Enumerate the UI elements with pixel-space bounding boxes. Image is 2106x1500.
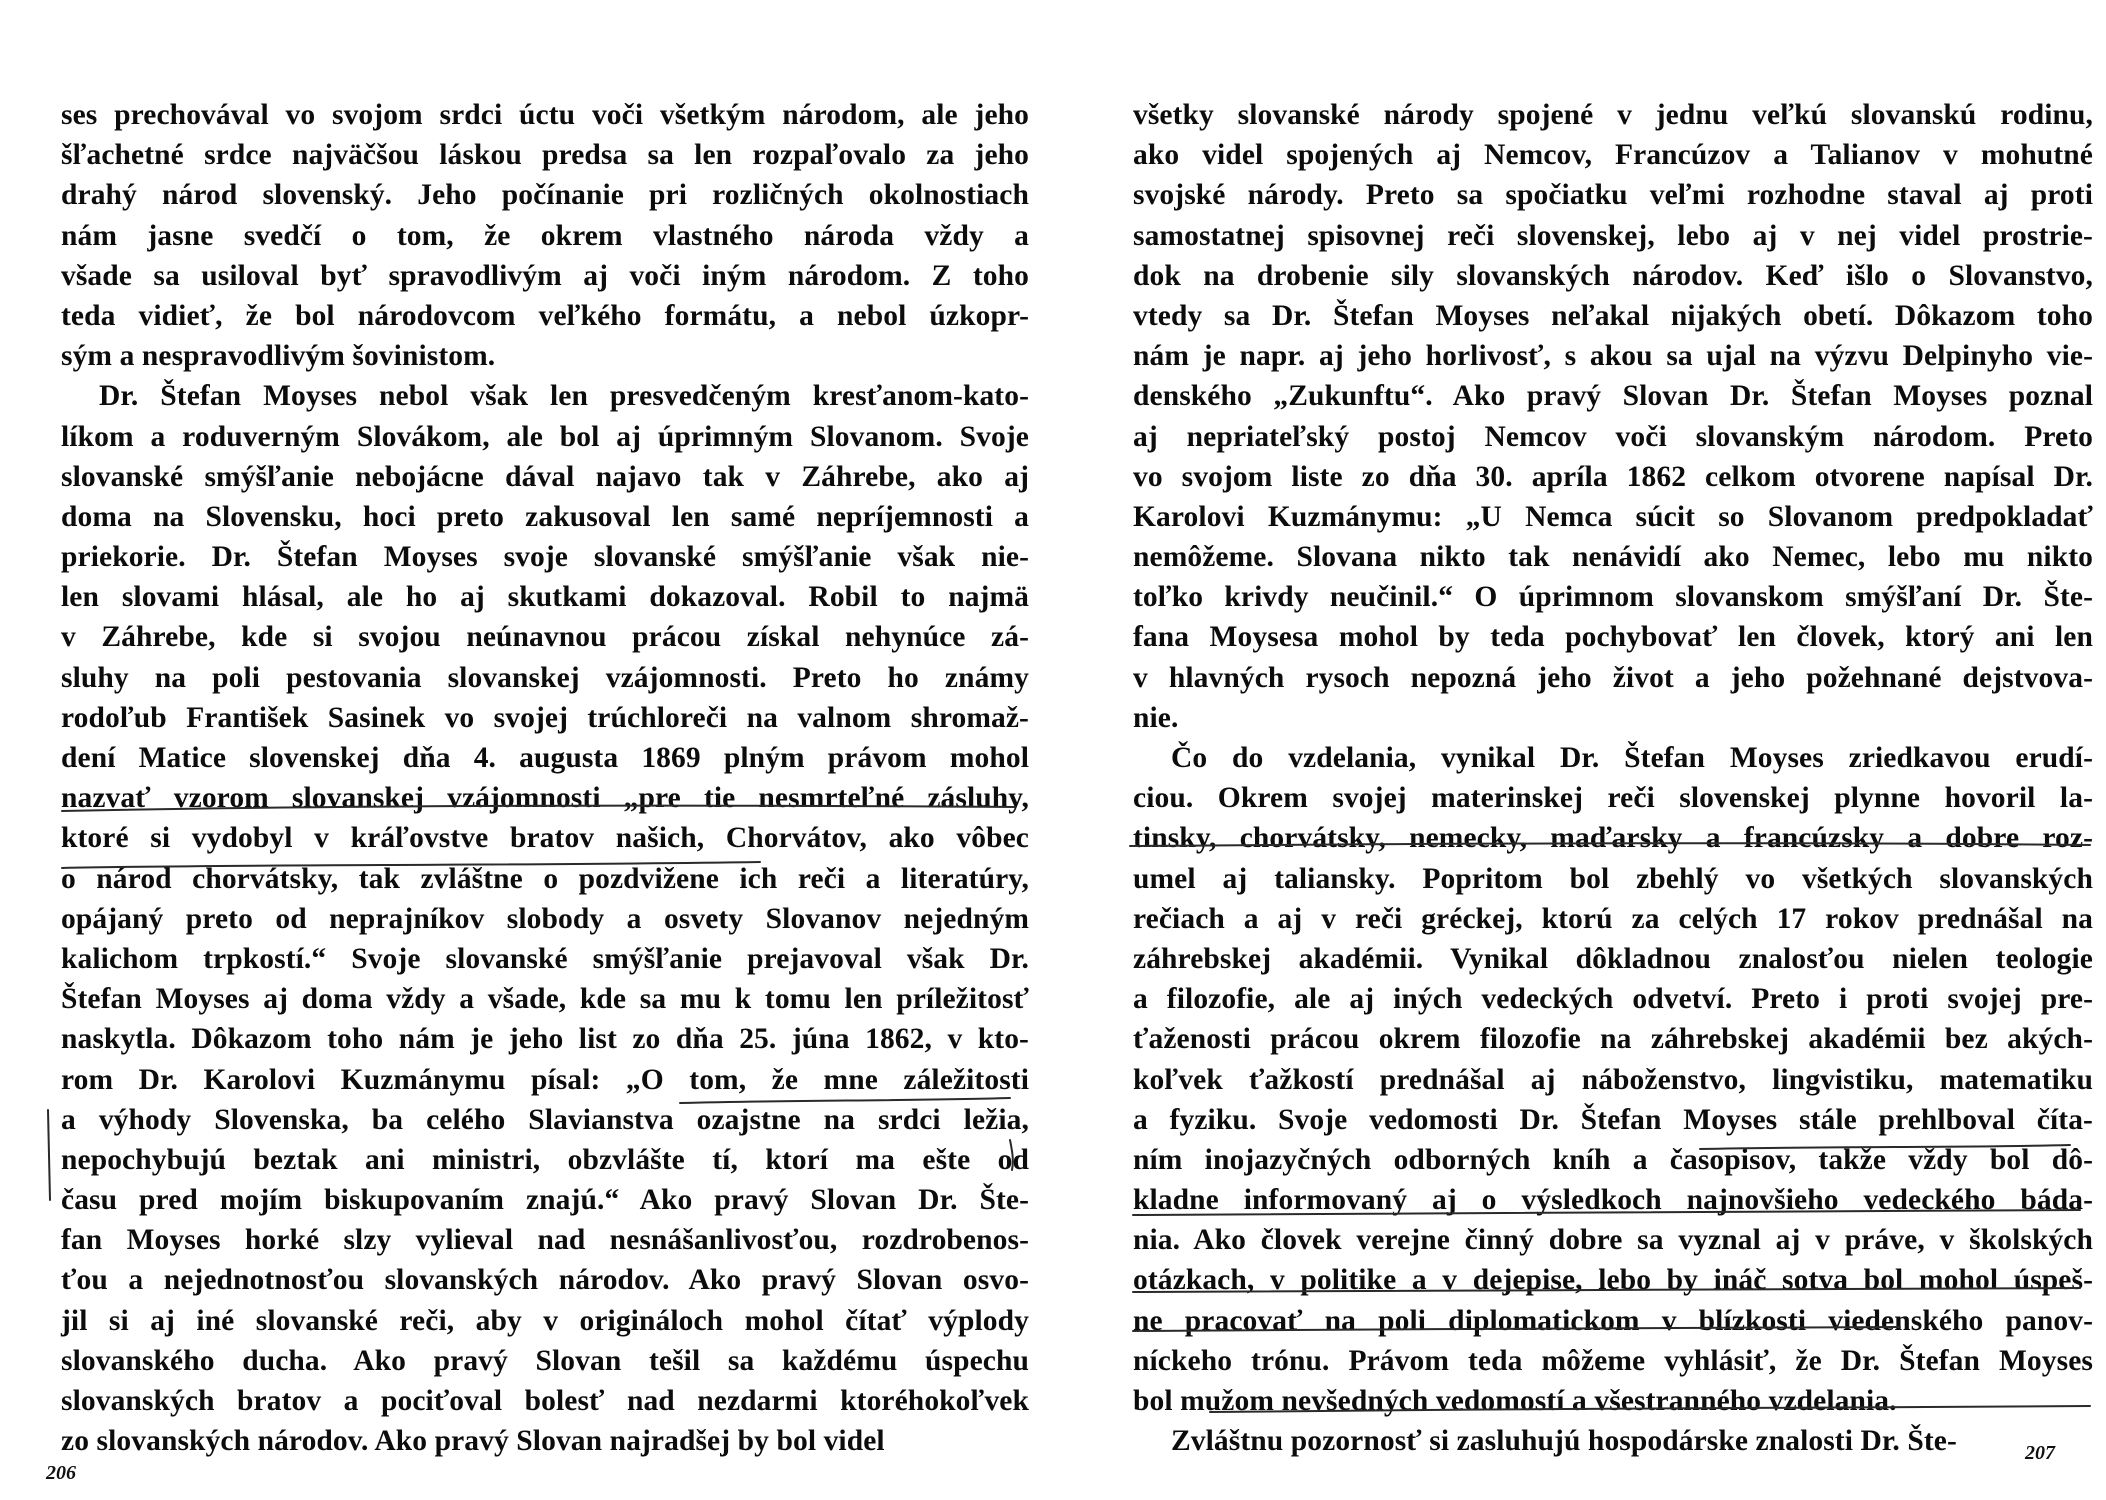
text-line: opájaný preto od neprajníkov slobody a osvety Slovanov nejedným (61, 902, 1029, 935)
text-line: ne pracovať na poli diplomatickom v blízkosti viedenského panov- (1133, 1304, 2093, 1337)
text-line: umel aj taliansky. Popritom bol zbehlý vo všetkých slovanských (1133, 862, 2093, 895)
text-line: nia. Ako človek verejne činný dobre sa vyznal aj v práve, v školských (1133, 1224, 2093, 1257)
text-line: rečiach a aj v reči gréckej, ktorú za celých 17 rokov prednášal na (1133, 902, 2093, 935)
text-line: dení Matice slovenskej dňa 4. augusta 1869 plným právom mohol (61, 742, 1029, 774)
text-line: fana Moysesa mohol by teda pochybovať len človek, ktorý ani len (1133, 621, 2093, 654)
text-line: šľachetné srdce najväčšou láskou predsa sa len rozpaľovalo za jeho (61, 139, 1029, 172)
text-line: o národ chorvátsky, tak zvláštne o pozdvižene ich reči a literatúry, (61, 862, 1029, 895)
text-line: záhrebskej akadémii. Vynikal dôkladnou znalosťou nielen teologie (1133, 942, 2093, 975)
text-line: Karolovi Kuzmánymu: „U Nemca súcit so Slovanom predpokladať (1133, 500, 2093, 533)
text-line: Čo do vzdelania, vynikal Dr. Štefan Moyses zriedkavou erudí- (1171, 742, 2093, 774)
text-line: ťou a nejednotnosťou slovanských národov. Ako pravý Slovan osvo- (61, 1264, 1029, 1297)
text-line: a filozofie, ale aj iných vedeckých odvetví. Preto i proti svojej pre- (1133, 983, 2093, 1016)
text-line: ktoré si vydobyl v kráľovstve bratov našich, Chorvátov, ako vôbec (61, 822, 1029, 855)
text-line: času pred mojím biskupovaním znajú.“ Ako pravý Slovan Dr. Šte- (61, 1184, 1029, 1217)
text-line: dok na drobenie sily slovanských národov. Keď išlo o Slovanstvo, (1133, 259, 2093, 292)
text-line: zo slovanských národov. Ako pravý Slovan najradšej by bol videl (61, 1425, 885, 1458)
text-line: sluhy na poli pestovania slovanskej vzájomnosti. Preto ho známy (61, 661, 1029, 694)
text-line: nie. (1133, 701, 1179, 734)
left-page-text (61, 95, 1029, 1461)
text-line: líkom a roduverným Slovákom, ale bol aj úprimným Slovanom. Svoje (61, 420, 1029, 453)
text-line: nám jasne svedčí o tom, že okrem vlastného národa vždy a (61, 219, 1029, 252)
text-line: nepochybujú beztak ani ministri, obzvlášte tí, ktorí ma ešte od (61, 1143, 1029, 1176)
text-line: ním inojazyčných odborných kníh a časopisov, takže vždy bol dô- (1133, 1143, 2093, 1176)
right-page-number: 207 (2025, 1442, 2055, 1464)
text-line: nám je napr. aj jeho horlivosť, s akou sa ujal na výzvu Delpinyho vie- (1133, 340, 2093, 373)
text-line: ciou. Okrem svojej materinskej reči slovenskej plynne hovoril la- (1133, 782, 2093, 815)
text-line: a výhody Slovenska, ba celého Slavianstva ozajstne na srdci ležia, (61, 1103, 1029, 1136)
text-line: toľko krivdy neučinil.“ O úprimnom slovanskom smýšľaní Dr. Šte- (1133, 581, 2093, 614)
text-line: ako videl spojených aj Nemcov, Francúzov a Talianov v mohutné (1133, 139, 2093, 172)
text-line: Štefan Moyses aj doma vždy a všade, kde sa mu k tomu len príležitosť (61, 983, 1029, 1016)
text-line: aj nepriateľský postoj Nemcov voči slovanským národom. Preto (1133, 420, 2093, 453)
text-line: rodoľub František Sasinek vo svojej trúchloreči na valnom shromaž- (61, 701, 1029, 734)
text-line: sým a nespravodlivým šovinistom. (61, 340, 496, 373)
text-line: koľvek ťažkostí prednášal aj náboženstvo, lingvistiku, matematiku (1133, 1063, 2093, 1096)
text-line: vtedy sa Dr. Štefan Moyses neľakal nijakých obetí. Dôkazom toho (1133, 299, 2093, 332)
text-line: len slovami hlásal, ale ho aj skutkami dokazoval. Robil to najmä (61, 581, 1029, 614)
text-line: Dr. Štefan Moyses nebol však len presvedčeným kresťanom-kato- (99, 380, 1029, 413)
text-line: fan Moyses horké slzy vylieval nad nesnášanlivosťou, rozdrobenos- (61, 1224, 1029, 1257)
text-line: v hlavných rysoch nepozná jeho život a jeho požehnané dejstvova- (1133, 661, 2093, 694)
text-line: kalichom trpkostí.“ Svoje slovanské smýšľanie prejavoval však Dr. (61, 942, 1029, 975)
right-page (1053, 0, 2106, 1500)
text-line: naskytla. Dôkazom toho nám je jeho list zo dňa 25. júna 1862, v kto- (61, 1023, 1029, 1056)
text-line: nazvať vzorom slovanskej vzájomnosti „pre tie nesmrteľné zásluhy, (61, 782, 1029, 815)
text-line: jil si aj iné slovanské reči, aby v origináloch mohol čítať výplody (61, 1304, 1029, 1337)
text-line: slovanské smýšľanie nebojácne dával najavo tak v Záhrebe, ako aj (61, 460, 1029, 493)
text-line: všetky slovanské národy spojené v jednu veľkú slovanskú rodinu, (1133, 99, 2093, 131)
text-line: ses prechovával vo svojom srdci úctu voči všetkým národom, ale jeho (61, 99, 1029, 131)
text-line: rom Dr. Karolovi Kuzmánymu písal: „O tom, že mne záležitosti (61, 1063, 1029, 1096)
text-line: kladne informovaný aj o výsledkoch najnovšieho vedeckého báda- (1133, 1184, 2093, 1217)
text-line: Zvláštnu pozornosť si zasluhujú hospodárske znalosti Dr. Šte- (1171, 1425, 1957, 1458)
text-line: drahý národ slovenský. Jeho počínanie pri rozličných okolnostiach (61, 179, 1029, 212)
text-line: slovanského ducha. Ako pravý Slovan tešil sa každému úspechu (61, 1344, 1029, 1377)
text-line: bol mužom nevšedných vedomostí a všestranného vzdelania. (1133, 1385, 1897, 1417)
text-line: priekorie. Dr. Štefan Moyses svoje slovanské smýšľanie však nie- (61, 541, 1029, 574)
text-line: otázkach, v politike a v dejepise, lebo by ináč sotva bol mohol úspeš- (1133, 1264, 2093, 1297)
text-line: svojské národy. Preto sa spočiatku veľmi rozhodne staval aj proti (1133, 179, 2093, 212)
right-page-text (1133, 95, 2093, 1461)
text-line: nemôžeme. Slovana nikto tak nenávidí ako Nemec, lebo mu nikto (1133, 541, 2093, 574)
text-line: tinsky, chorvátsky, nemecky, maďarsky a francúzsky a dobre roz- (1133, 822, 2093, 855)
text-line: ťaženosti prácou okrem filozofie na záhrebskej akadémii bez akých- (1133, 1023, 2093, 1056)
text-line: vo svojom liste zo dňa 30. apríla 1862 celkom otvorene napísal Dr. (1133, 460, 2093, 493)
left-page-number: 206 (46, 1462, 76, 1484)
text-line: doma na Slovensku, hoci preto zakusoval len samé nepríjemnosti a (61, 500, 1029, 533)
text-line: denského „Zukunftu“. Ako pravý Slovan Dr. Štefan Moyses poznal (1133, 380, 2093, 413)
text-line: a fyziku. Svoje vedomosti Dr. Štefan Moyses stále prehlboval číta- (1133, 1103, 2093, 1136)
text-line: všade sa usiloval byť spravodlivým aj voči iným národom. Z toho (61, 259, 1029, 292)
text-line: samostatnej spisovnej reči slovenskej, lebo aj v nej videl prostrie- (1133, 219, 2093, 252)
text-line: v Záhrebe, kde si svojou neúnavnou prácou získal nehynúce zá- (61, 621, 1029, 654)
text-line: teda vidieť, že bol národovcom veľkého formátu, a nebol úzkopr- (61, 299, 1029, 332)
text-line: slovanských bratov a pociťoval bolesť nad nezdarmi ktoréhokoľvek (61, 1385, 1029, 1417)
text-line: níckeho trónu. Právom teda môžeme vyhlásiť, že Dr. Štefan Moyses (1133, 1344, 2093, 1377)
